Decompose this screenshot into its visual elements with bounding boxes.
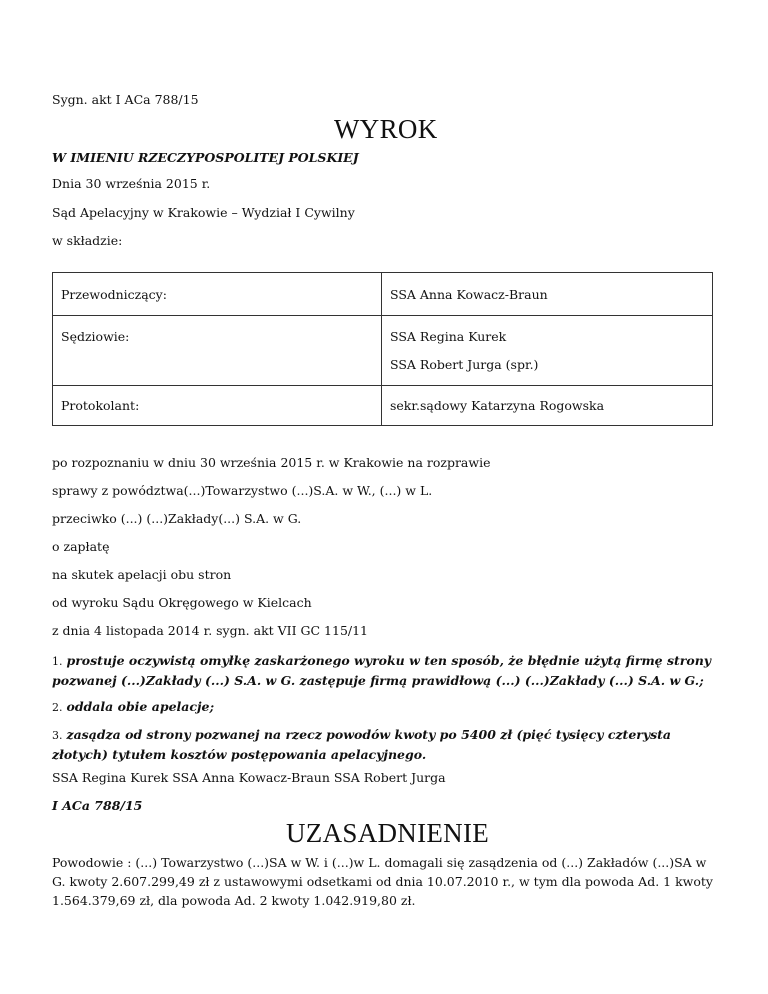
proceedings-line: na skutek apelacji obu stron (52, 567, 232, 582)
clerk-name: sekr.sądowy Katarzyna Rogowska (390, 398, 605, 413)
composition-intro: w składzie: (52, 233, 123, 248)
decision-text: prostuje oczywistą omyłkę zaskarżonego wyroku w ten sposób, że błędnie użytą firmę strony pozwanej (...)Zakłady (...) S.A. w G. zastępuje firmą prawidłową (...) (...)Zakłady (...) S.A. w G.; (52, 653, 712, 688)
proceedings-line: od wyroku Sądu Okręgowego w Kielcach (52, 595, 312, 610)
decision-text: oddala obie apelacje; (66, 699, 215, 714)
table-row (53, 386, 713, 426)
table-row (53, 316, 713, 386)
clerk-label-cell (53, 386, 382, 426)
judgment-title: WYROK (334, 114, 438, 144)
chair-name-cell (382, 273, 713, 316)
decision-item (52, 697, 714, 717)
justification-case-reference: I ACa 788/15 (52, 798, 143, 813)
judgment-subtitle: W IMIENIU RZECZYPOSPOLITEJ POLSKIEJ (52, 150, 359, 165)
judges-label: Sędziowie: (61, 329, 130, 344)
clerk-label: Protokolant: (61, 398, 140, 413)
proceedings-line: o zapłatę (52, 539, 110, 554)
chair-label: Przewodniczący: (61, 287, 167, 302)
judgment-date: Dnia 30 września 2015 r. (52, 176, 211, 191)
clerk-name-cell (382, 386, 713, 426)
judge-name: SSA Regina Kurek (390, 329, 507, 344)
decision-number: 2. (52, 701, 63, 714)
signatures-line: SSA Regina Kurek SSA Anna Kowacz-Braun SSA Robert Jurga (52, 770, 446, 785)
justification-body: Powodowie : (...) Towarzystwo (...)SA w W. i (...)w L. domagali się zasądzenia od (...) Zakładów (...)SA w G. kwoty 2.607.299,49 zł z ustawowymi odsetkami od dnia 10.07.2010 r., w tym dla powoda Ad. 1 kwoty 1.564.379,69 zł, dla powoda Ad. 2 kwoty 1.042.919,80 zł. (52, 855, 713, 908)
chair-name: SSA Anna Kowacz-Braun (390, 287, 548, 302)
chair-label-cell (53, 273, 382, 316)
judges-label-cell (53, 316, 382, 386)
judge-name: SSA Robert Jurga (spr.) (390, 357, 539, 372)
decision-item (52, 725, 714, 764)
justification-title: UZASADNIENIE (286, 818, 490, 848)
case-reference: Sygn. akt I ACa 788/15 (52, 92, 199, 107)
proceedings-line: przeciwko (...) (...)Zakłady(...) S.A. w G. (52, 511, 302, 526)
decision-number: 1. (52, 655, 63, 668)
decision-item (52, 651, 714, 690)
judges-names-cell (382, 316, 713, 386)
decision-text: zasądza od strony pozwanej na rzecz powodów kwoty po 5400 zł (pięć tysięcy czterysta złotych) tytułem kosztów postępowania apelacyjnego. (52, 727, 672, 762)
court-name: Sąd Apelacyjny w Krakowie – Wydział I Cywilny (52, 205, 355, 220)
table-row (53, 273, 713, 316)
decision-number: 3. (52, 729, 63, 742)
proceedings-line: z dnia 4 listopada 2014 r. sygn. akt VII GC 115/11 (52, 623, 369, 638)
proceedings-line: po rozpoznaniu w dniu 30 września 2015 r. w Krakowie na rozprawie (52, 455, 491, 470)
proceedings-line: sprawy z powództwa(...)Towarzystwo (...)S.A. w W., (...) w L. (52, 483, 433, 498)
court-composition-table (52, 272, 713, 426)
